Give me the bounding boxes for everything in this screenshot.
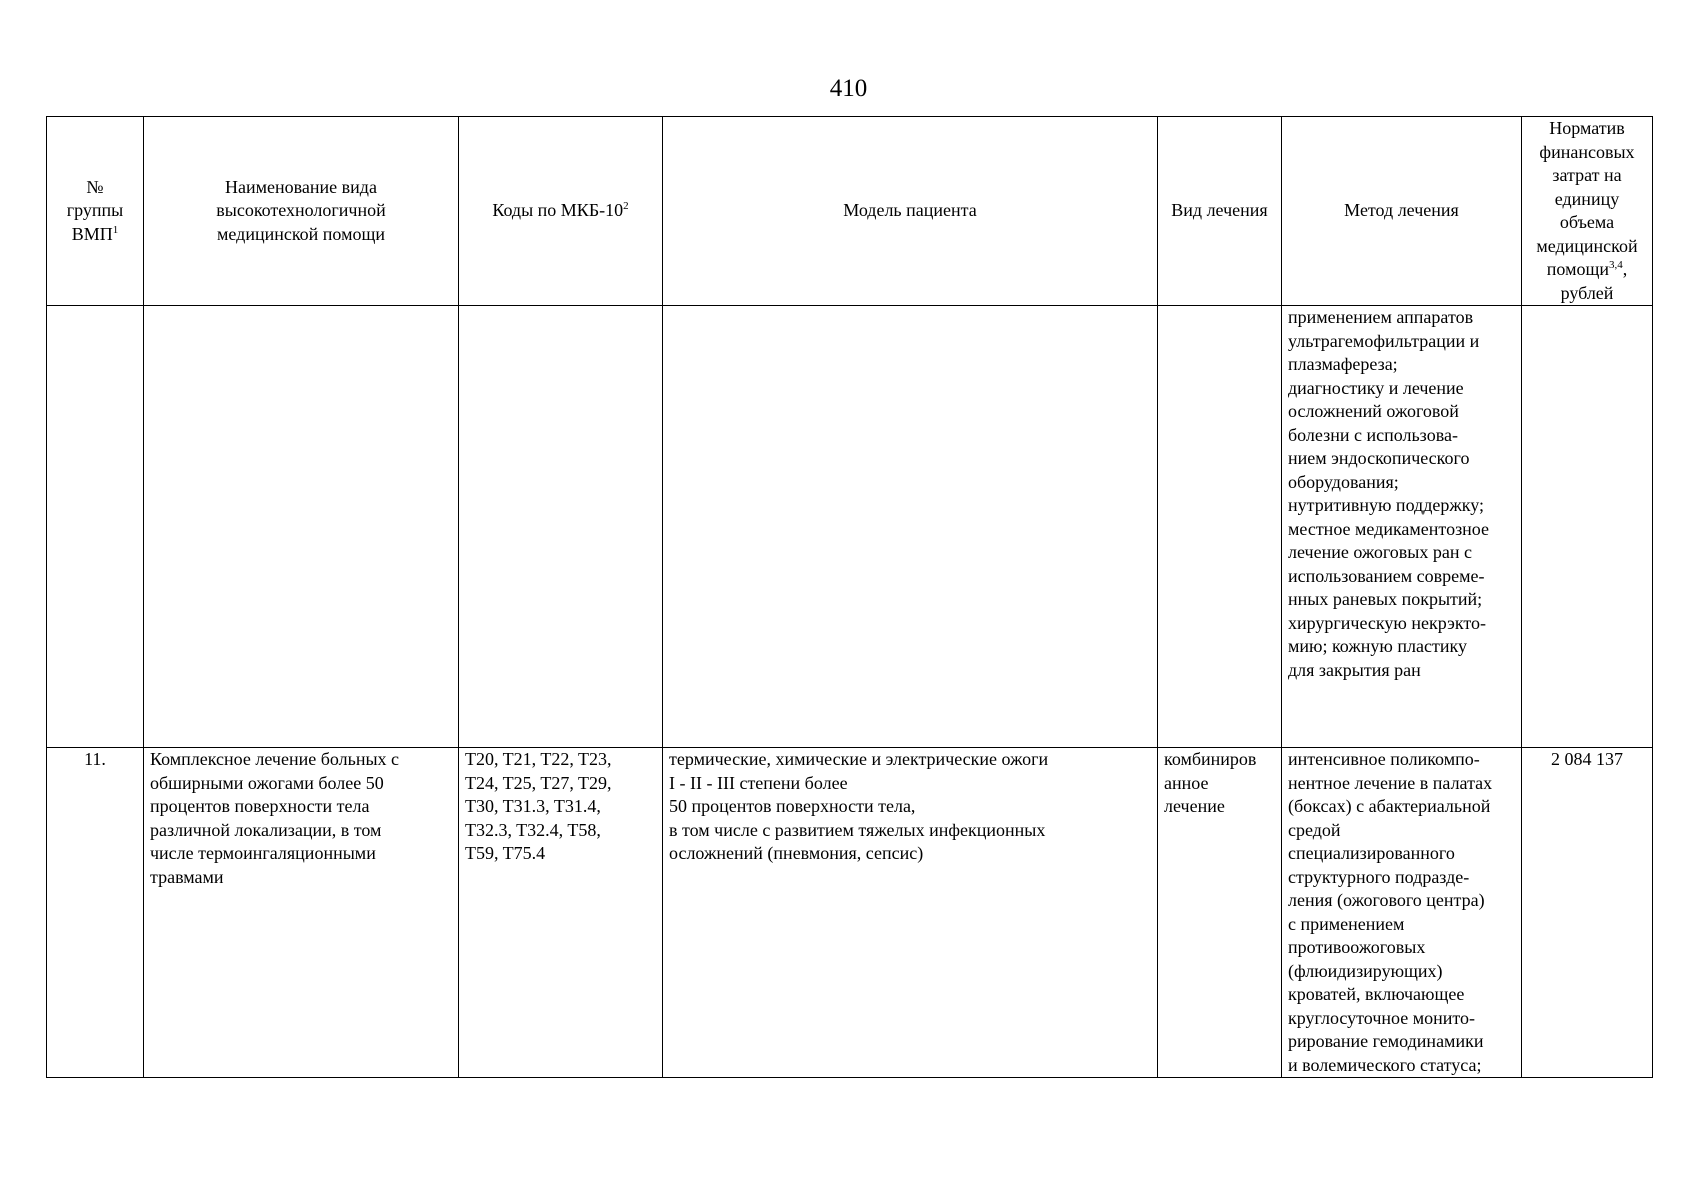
cell-group-number: [47, 306, 144, 748]
header-icd10-codes: Коды по МКБ-$10^2$: [459, 117, 663, 306]
cell-treatment-type: [1158, 306, 1282, 748]
cell-treatment-method: применением аппаратов ультрагемофильтрации и плазмафереза; диагностику и лечение осложнений ожоговой болезни с использова- нием эндоскопического оборудования; нутритивную поддержку; местное медикаментозное лечение ожоговых ран с использованием совреме- нных раневых покрытий; хирургическую некрэкто- мию; кожную пластику для закрытия ран: [1282, 306, 1522, 748]
cell-care-type-name: [144, 306, 459, 748]
table-row: [47, 748, 1653, 1078]
table-row: [47, 306, 1653, 748]
cell-treatment-type: комбиниров анное лечение: [1158, 748, 1282, 1078]
cell-cost-standard: 2 084 137: [1522, 748, 1653, 1078]
header-treatment-type: Вид лечения: [1158, 117, 1282, 306]
header-patient-model: Модель пациента: [663, 117, 1158, 306]
cell-patient-model: термические, химические и электрические ожоги I - II - III степени более 50 процентов поверхности тела, в том числе с развитием тяжелых инфекционных осложнений (пневмония, сепсис): [663, 748, 1158, 1078]
cell-icd10-codes: T20, T21, T22, T23, T24, T25, T27, T29, T30, T31.3, T31.4, T32.3, T32.4, T58, T59, T75.4: [459, 748, 663, 1078]
cell-group-number: 11.: [47, 748, 144, 1078]
vmp-table: [46, 116, 1653, 1078]
header-treatment-method: Метод лечения: [1282, 117, 1522, 306]
header-cost-standard: Норматив финансовых затрат на единицу объема медицинской помощи$^{3,4}$, рублей: [1522, 117, 1653, 306]
page-number: 410: [829, 75, 868, 102]
header-group-number: № группы ВМП$^1$: [47, 117, 144, 306]
table-header-row: [47, 117, 1653, 306]
cell-cost-standard: [1522, 306, 1653, 748]
cell-icd10-codes: [459, 306, 663, 748]
cell-patient-model: [663, 306, 1158, 748]
cell-treatment-method: интенсивное поликомпо- нентное лечение в палатах (боксах) с абактериальной средой специализированного структурного подразде- ления (ожогового центра) с применением противоожоговых (флюидизирующих) кроватей, включающее круглосуточное монито- рирование гемодинамики и волемического статуса;: [1282, 748, 1522, 1078]
header-care-type-name: Наименование вида высокотехнологичной медицинской помощи: [144, 117, 459, 306]
cell-care-type-name: Комплексное лечение больных с обширными ожогами более 50 процентов поверхности тела различной локализации, в том числе термоингаляционными травмами: [144, 748, 459, 1078]
